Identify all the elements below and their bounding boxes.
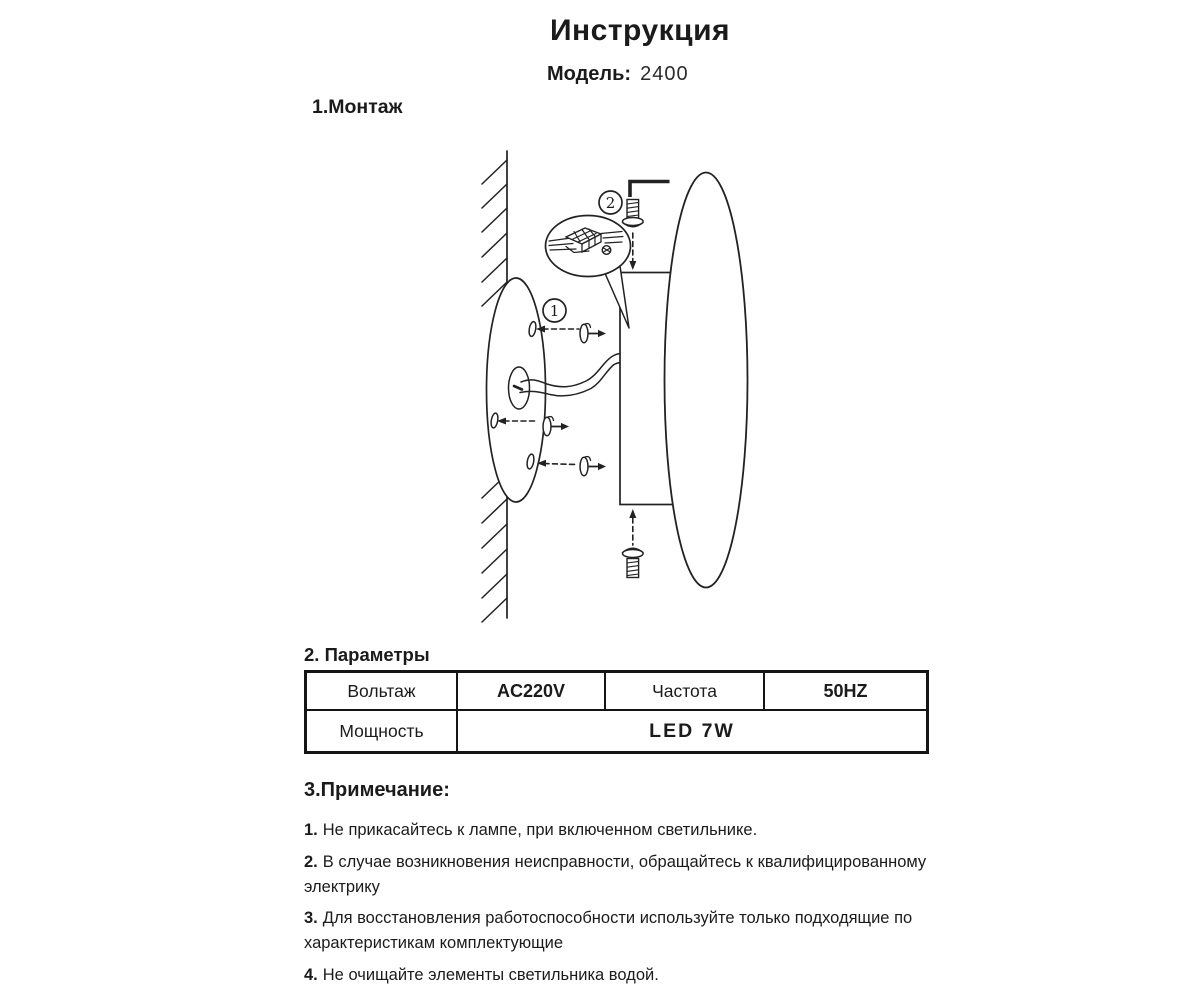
note-1-text: Не прикасайтесь к лампе, при включенном светильнике. [322,821,758,839]
params-row-2 [306,710,928,753]
cell-power-value: LED 7W [457,710,928,753]
model-line [547,63,689,86]
note-item-4 [304,963,964,988]
step2-callout [599,191,622,214]
step1-label: 1 [549,302,560,320]
mounting-screw-3 [580,457,606,476]
note-3-text-line1: Для восстановления работоспособности используйте только подходящие по [322,909,913,927]
mounting-screw-1 [580,324,606,343]
note-item-3 [304,906,964,956]
note-item-2 [304,850,964,900]
note-item-1 [304,818,964,843]
section-heading-montage: 1.Монтаж [312,96,403,118]
note-3-number: 3. [304,909,318,927]
model-value: 2400 [640,63,689,85]
step1-callout [543,299,566,322]
spring-screw-bottom [623,509,644,578]
cell-voltage-label: Вольтаж [306,672,458,711]
note-2-text-line1: В случае возникновения неисправности, обращайтесь к квалифицированному [322,852,927,871]
notes-list [304,818,964,994]
cell-power-label: Мощность [306,710,458,753]
note-2-number: 2. [304,852,318,871]
params-table [304,670,929,754]
note-3-text-line2: характеристикам комплектующие [304,934,564,952]
section-heading-params: 2. Параметры [304,644,430,665]
params-row-1 [306,672,928,711]
model-label: Модель: [547,63,632,85]
note-4-number: 4. [304,965,318,984]
cell-voltage-value: AC220V [457,672,605,711]
mounting-screw-2 [543,417,569,436]
section-heading-notes: 3.Примечание: [304,779,450,801]
cell-frequency-value: 50HZ [764,672,928,711]
note-2-text-line2: электрику [304,877,380,896]
note-1-number: 1. [304,821,318,839]
page-title: Инструкция [549,14,731,47]
note-4-text: Не очищайте элементы светильника водой. [322,965,659,984]
step2-label: 2 [605,194,616,212]
mounting-diagram [440,140,800,640]
lamp-cover [665,173,748,588]
cell-frequency-label: Частота [605,672,764,711]
mounting-bracket [630,182,670,198]
